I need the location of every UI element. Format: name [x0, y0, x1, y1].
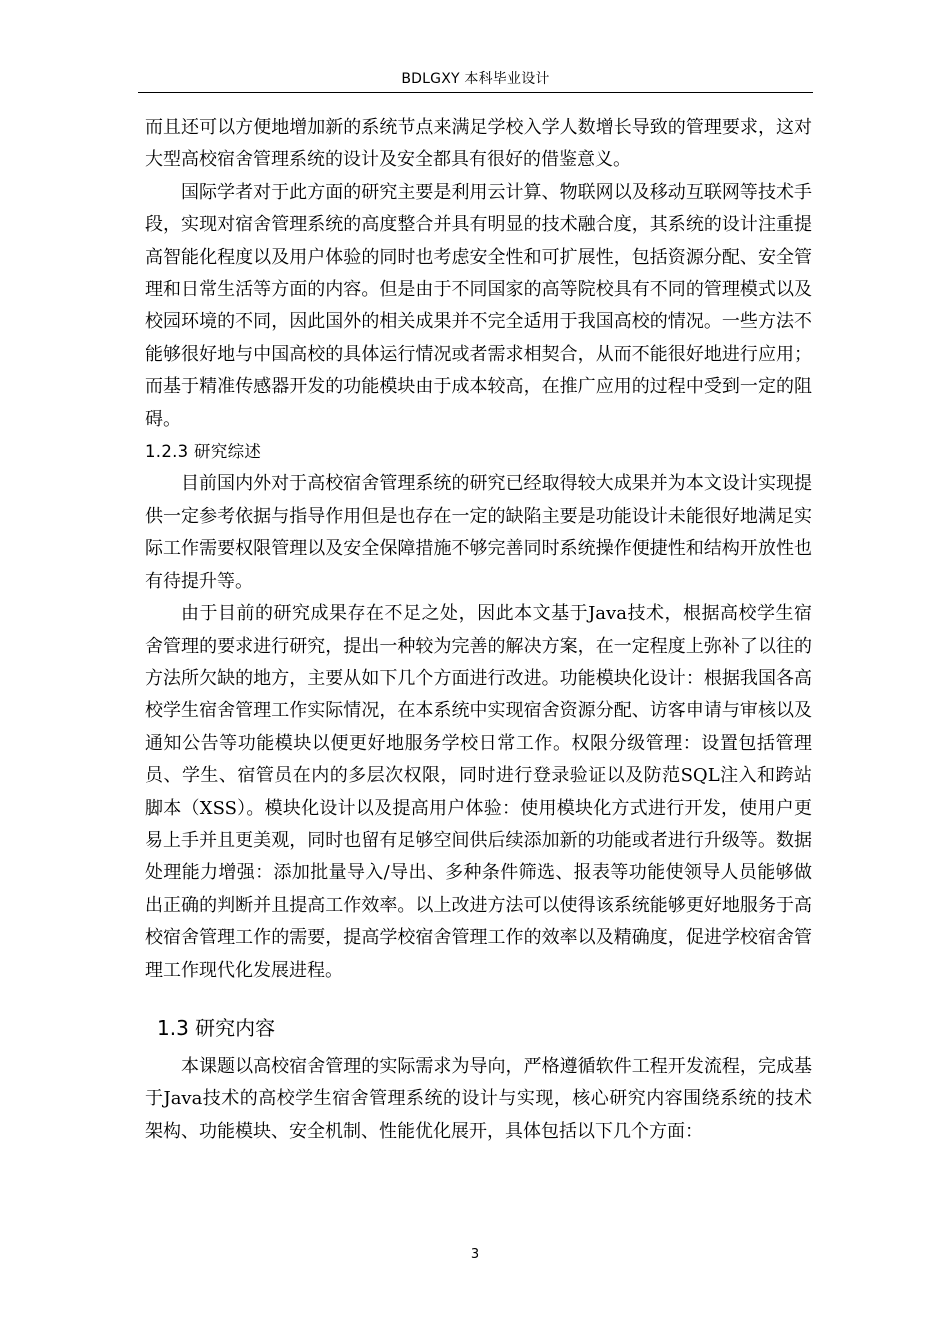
paragraph: 目前国内外对于高校宿舍管理系统的研究已经取得较大成果并为本文设计实现提供一定参考依据与指导作用但是也存在一定的缺陷主要是功能设计未能很好地满足实际工作需要权限管理以及安全保障措施不够完善同时系统操作便捷性和结构开放性也有待提升等。	[145, 473, 812, 592]
paragraph: 由于目前的研究成果存在不足之处，因此本文基于Java技术，根据高校学生宿舍管理的要求进行研究，提出一种较为完善的解决方案，在一定程度上弥补了以往的方法所欠缺的地方，主要从如下几个方面进行改进。功能模块化设计：根据我国各高校学生宿舍管理工作实际情况，在本系统中实现宿舍资源分配、访客申请与审核以及通知公告等功能模块以便更好地服务学校日常工作。权限分级管理：设置包括管理员、学生、宿管员在内的多层次权限，同时进行登录验证以及防范SQL注入和跨站脚本（XSS）。模块化设计以及提高用户体验：使用模块化方式进行开发，使用户更易上手并且更美观，同时也留有足够空间供后续添加新的功能或者进行升级等。数据处理能力增强：添加批量导入/导出、多种条件筛选、报表等功能使领导人员能够做出正确的判断并且提高工作效率。以上改进方法可以使得该系统能够更好地服务于高校宿舍管理工作的需要，提高学校宿舍管理工作的效率以及精确度，促进学校宿舍管理工作现代化发展进程。	[145, 603, 812, 981]
page-number: 3	[470, 1247, 480, 1262]
header-rule	[138, 92, 813, 93]
section-heading-1-3: 1.3 研究内容	[157, 1015, 276, 1040]
paragraph: 而且还可以方便地增加新的系统节点来满足学校入学人数增长导致的管理要求，这对大型高校宿舍管理系统的设计及安全都具有很好的借鉴意义。	[145, 117, 812, 171]
section-heading-1-2-3: 1.2.3 研究综述	[145, 442, 262, 462]
page-header: BDLGXY 本科毕业设计	[401, 71, 550, 87]
body-text	[145, 112, 812, 1148]
paragraph: 本课题以高校宿舍管理的实际需求为导向，严格遵循软件工程开发流程，完成基于Java技术的高校学生宿舍管理系统的设计与实现，核心研究内容围绕系统的技术架构、功能模块、安全机制、性能优化展开，具体包括以下几个方面：	[145, 1055, 812, 1142]
paragraph: 国际学者对于此方面的研究主要是利用云计算、物联网以及移动互联网等技术手段，实现对宿舍管理系统的高度整合并具有明显的技术融合度，其系统的设计注重提高智能化程度以及用户体验的同时也考虑安全性和可扩展性，包括资源分配、安全管理和日常生活等方面的内容。但是由于不同国家的高等院校具有不同的管理模式以及校园环境的不同，因此国外的相关成果并不完全适用于我国高校的情况。一些方法不能够很好地与中国高校的具体运行情况或者需求相契合，从而不能很好地进行应用；而基于精准传感器开发的功能模块由于成本较高，在推广应用的过程中受到一定的阻碍。	[145, 181, 812, 430]
